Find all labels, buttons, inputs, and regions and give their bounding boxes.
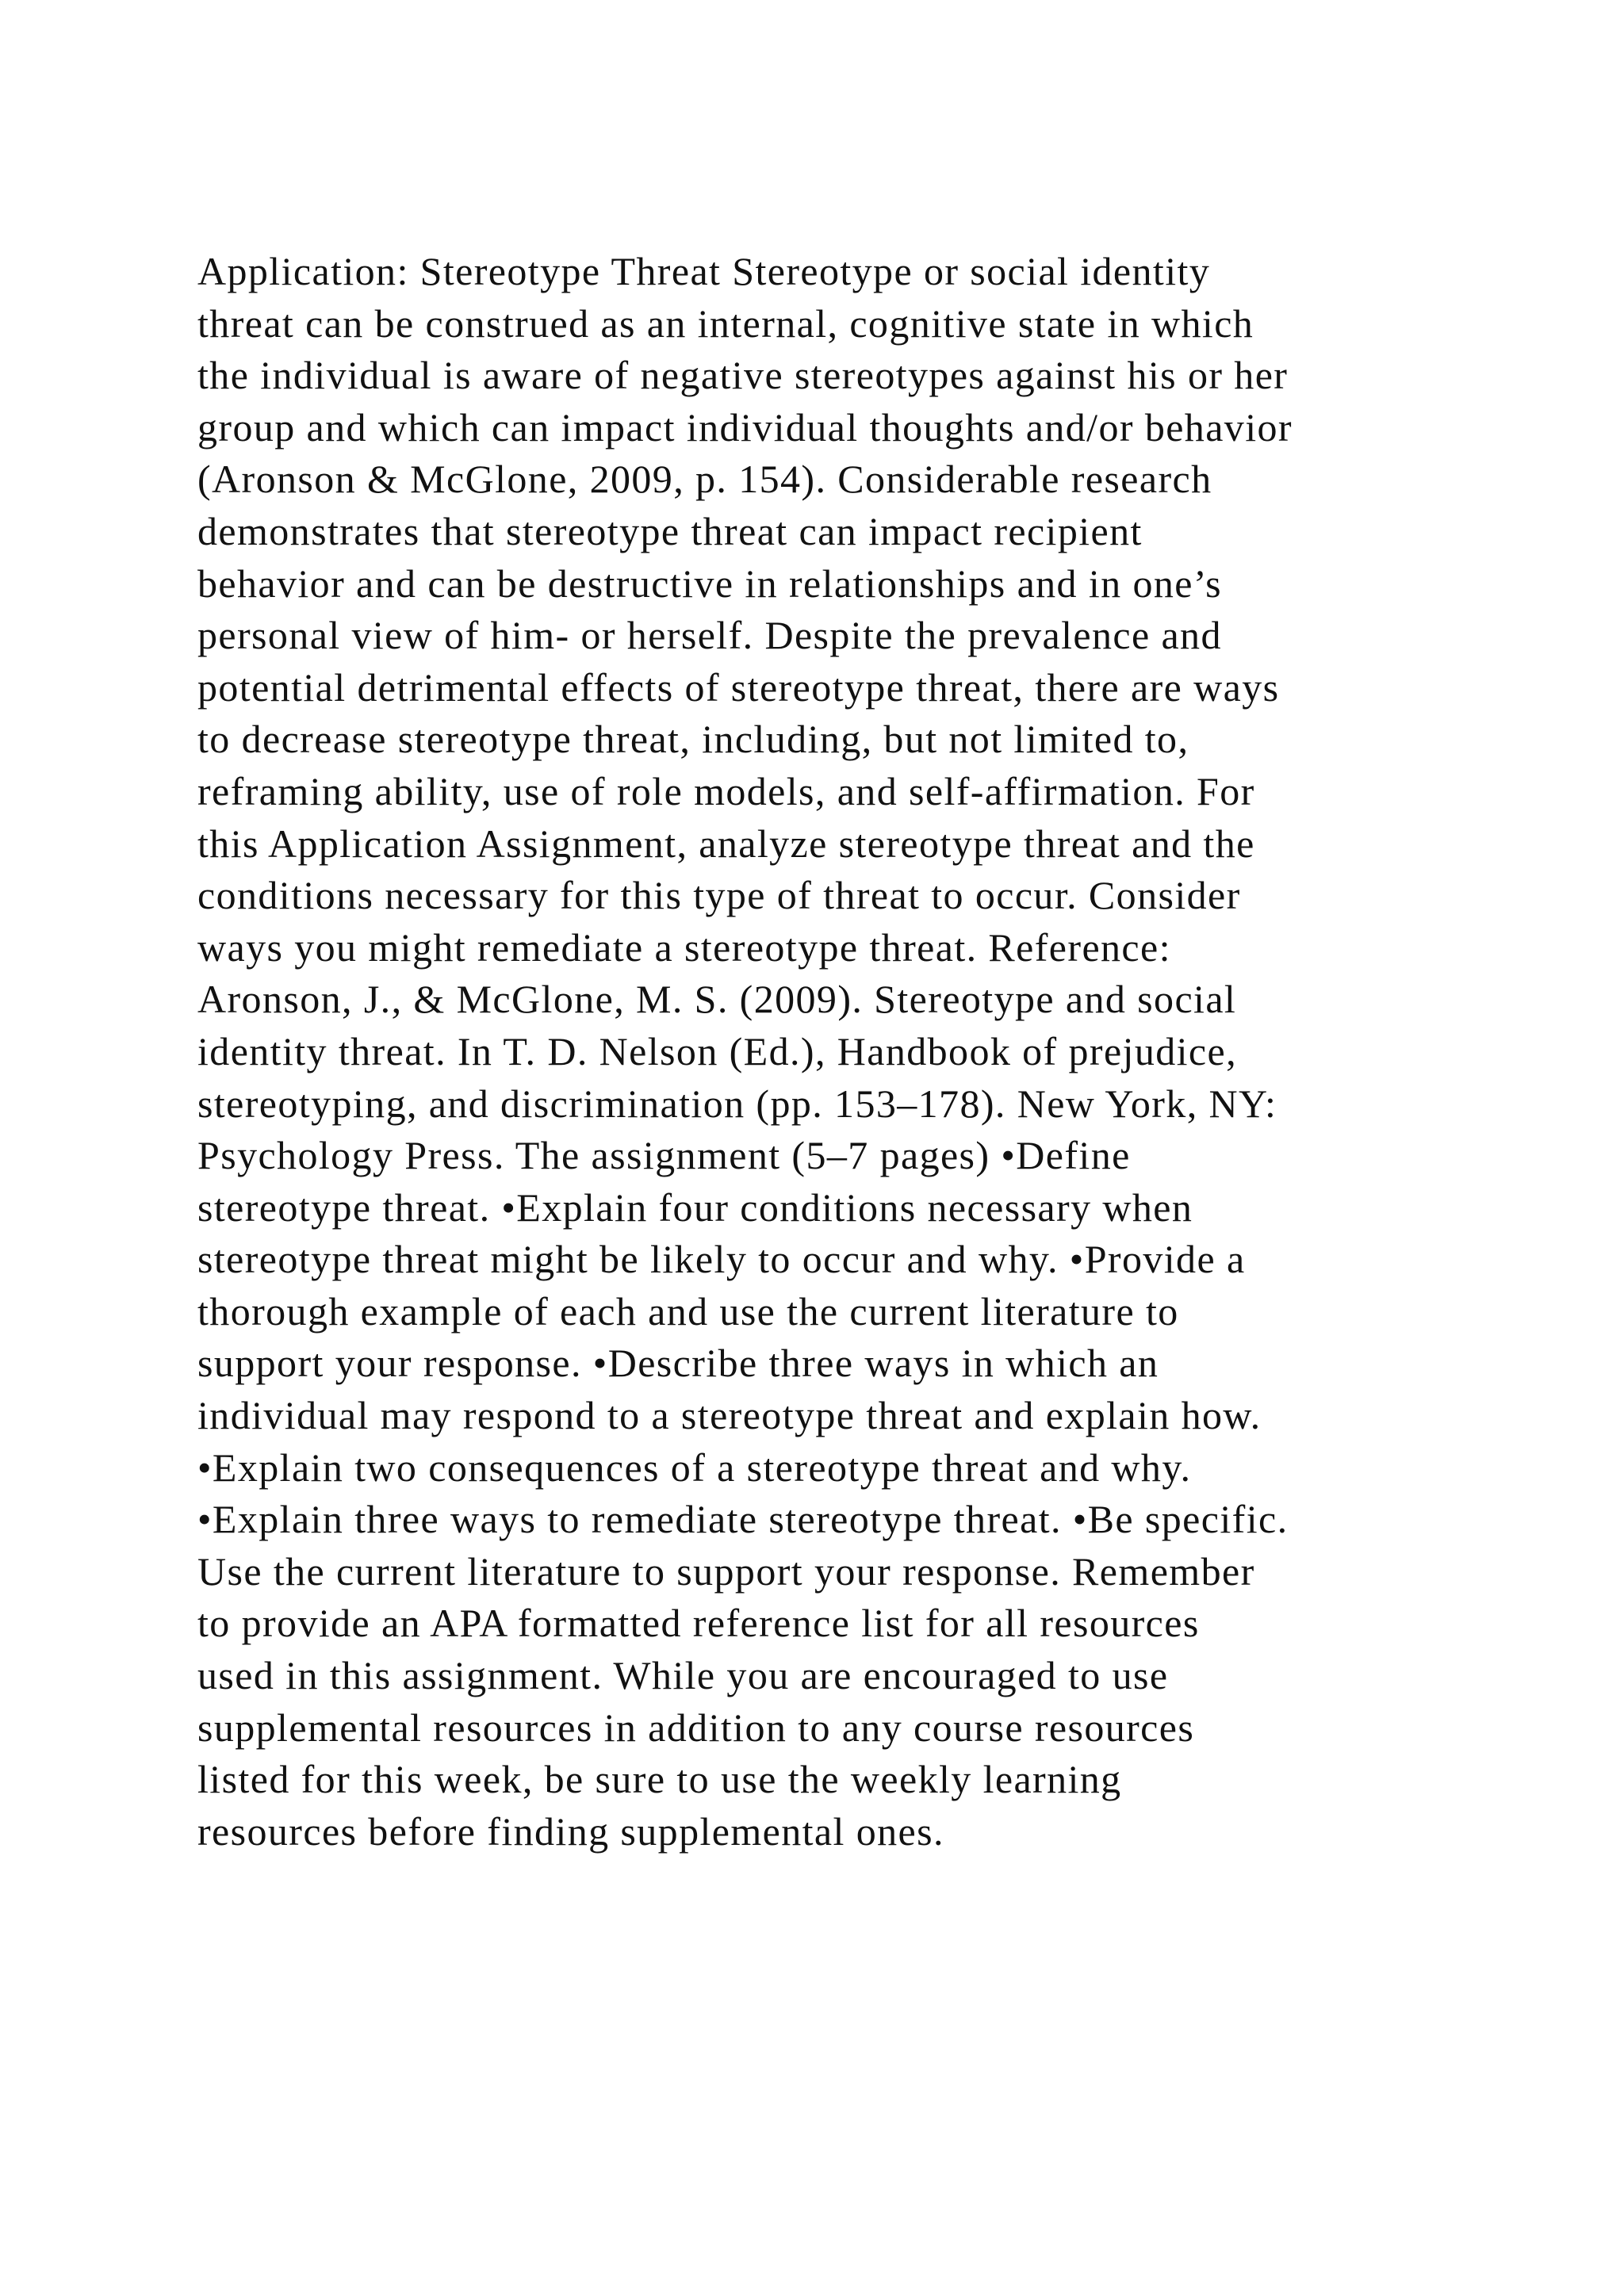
text-line: resources before finding supplemental ones. — [197, 1808, 944, 1854]
text-line: thorough example of each and use the current literature to — [197, 1288, 1179, 1334]
text-line: used in this assignment. While you are encouraged to use — [197, 1653, 1169, 1698]
text-line: Aronson, J., & McGlone, M. S. (2009). Stereotype and social — [197, 977, 1237, 1022]
text-line: stereotyping, and discrimination (pp. 153–178). New York, NY: — [197, 1081, 1277, 1126]
text-line: •Explain three ways to remediate stereotype threat. •Be specific. — [197, 1497, 1289, 1542]
text-line: •Explain two consequences of a stereotype threat and why. — [197, 1445, 1192, 1490]
text-line: individual may respond to a stereotype threat and explain how. — [197, 1393, 1262, 1438]
text-line: conditions necessary for this type of threat to occur. Consider — [197, 873, 1241, 918]
text-line: demonstrates that stereotype threat can impact recipient — [197, 508, 1143, 553]
text-line: stereotype threat. •Explain four conditions necessary when — [197, 1184, 1193, 1230]
text-line: (Aronson & McGlone, 2009, p. 154). Considerable research — [197, 457, 1212, 502]
text-line: supplemental resources in addition to any course resources — [197, 1705, 1195, 1750]
body-text — [197, 246, 1506, 1858]
text-line: to provide an APA formatted reference list for all resources — [197, 1601, 1200, 1646]
text-line: threat can be construed as an internal, cognitive state in which — [197, 300, 1254, 346]
text-line: the individual is aware of negative stereotypes against his or her — [197, 353, 1289, 398]
text-line: group and which can impact individual thoughts and/or behavior — [197, 404, 1293, 450]
text-line: identity threat. In T. D. Nelson (Ed.), Handbook of prejudice, — [197, 1028, 1238, 1073]
text-line: stereotype threat might be likely to occur and why. •Provide a — [197, 1237, 1246, 1282]
text-line: this Application Assignment, analyze stereotype threat and the — [197, 821, 1255, 866]
text-line: Application: Stereotype Threat Stereotype or social identity — [197, 249, 1211, 293]
text-line: ways you might remediate a stereotype threat. Reference: — [197, 924, 1171, 970]
text-line: support your response. •Describe three ways in which an — [197, 1341, 1159, 1386]
text-line: reframing ability, use of role models, and self-affirmation. For — [197, 768, 1255, 813]
text-line: potential detrimental effects of stereotype threat, there are ways — [197, 664, 1280, 710]
text-line: Use the current literature to support your response. Remember — [197, 1548, 1255, 1594]
text-line: listed for this week, be sure to use the weekly learning — [197, 1757, 1122, 1802]
text-line: to decrease stereotype threat, including, but not limited to, — [197, 717, 1189, 762]
text-line: behavior and can be destructive in relationships and in one’s — [197, 561, 1222, 606]
text-line: personal view of him- or herself. Despite the prevalence and — [197, 613, 1222, 658]
text-line: Psychology Press. The assignment (5–7 pages) •Define — [197, 1133, 1131, 1178]
